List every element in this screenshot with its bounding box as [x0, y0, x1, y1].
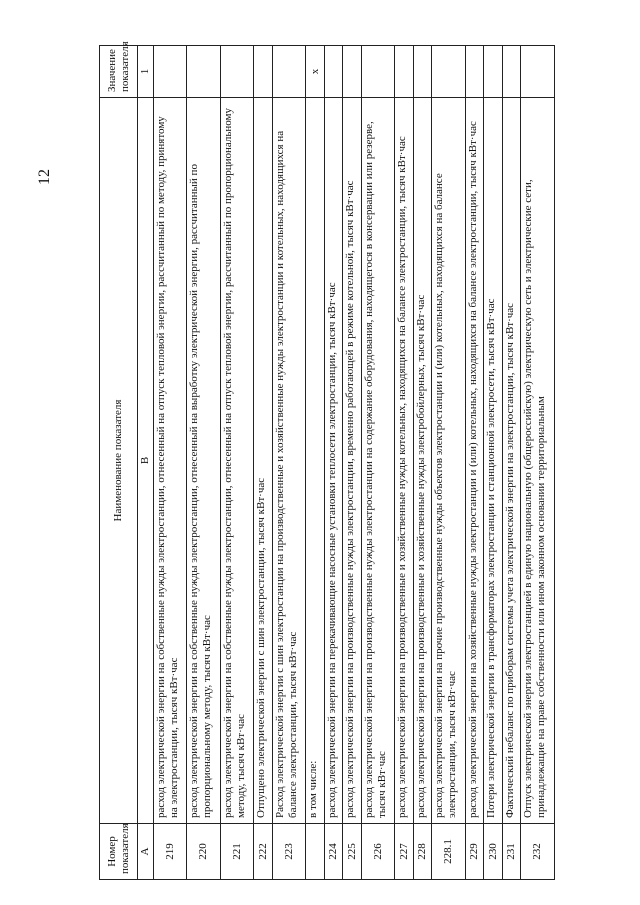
row-value-cell[interactable] — [484, 46, 503, 98]
row-number: 223 — [272, 824, 306, 880]
row-name: расход электрической энергии на собственные нужды электростанции, отнесенный на отпуск тепловой энергии, рассчитанный по пропорциональному методу, тысяч кВт·час — [220, 98, 254, 824]
row-number: 219 — [153, 824, 187, 880]
table-row — [465, 46, 484, 880]
row-value-cell[interactable] — [361, 46, 395, 98]
row-number: 232 — [521, 824, 555, 880]
row-value-cell[interactable] — [220, 46, 254, 98]
row-number: 220 — [187, 824, 221, 880]
row-number: 221 — [220, 824, 254, 880]
table-body — [153, 46, 554, 880]
header-value: Значение показателя — [100, 46, 138, 98]
row-value-cell[interactable] — [324, 46, 343, 98]
row-value-cell[interactable] — [432, 46, 466, 98]
row-name: расход электрической энергии на производственные и хозяйственные нужды электробойлерных, тысяч кВт·час — [413, 98, 432, 824]
rotated-page-content — [99, 41, 555, 880]
row-name: Отпущено электрической энергии с шин электростанции, тысяч кВт·час — [254, 98, 273, 824]
row-name: расход электрической энергии на производственные нужды электростанции, временно работающей в режиме котельной, тысяч кВт·час — [343, 98, 362, 824]
table-row — [413, 46, 432, 880]
row-value-cell[interactable] — [343, 46, 362, 98]
table-row — [306, 46, 325, 880]
row-value-cell[interactable] — [187, 46, 221, 98]
row-name: расход электрической энергии на прочие производственные нужды объектов электростанции и (или) котельных, находящихся на балансе электростанции, тысяч кВт·час — [432, 98, 466, 824]
table-row — [484, 46, 503, 880]
row-value-cell[interactable] — [272, 46, 306, 98]
row-name: Отпуск электрической энергии электростанцией в единую национальную (общероссийскую) электрическую сеть и электрические сети, принадлежащие на праве собственности или ином законном основании территориальным — [521, 98, 555, 824]
row-value-cell[interactable] — [254, 46, 273, 98]
row-value-cell[interactable] — [153, 46, 187, 98]
row-name: Фактический небаланс по приборам системы учета электрической энергии на электростанции, тысяч кВт·час — [502, 98, 521, 824]
row-name: расход электрической энергии на производственные и хозяйственные нужды котельных, находящихся на балансе электростанции, тысяч кВт·час — [395, 98, 414, 824]
row-name: расход электрической энергии на хозяйственные нужды электростанции и (или) котельных, находящихся на балансе электростанции, тысяч кВт·час — [465, 98, 484, 824]
table-row — [521, 46, 555, 880]
row-number: 228 — [413, 824, 432, 880]
table-row — [187, 46, 221, 880]
row-value-cell[interactable] — [413, 46, 432, 98]
column-letter-row — [138, 46, 154, 880]
row-name: расход электрической энергии на собственные нужды электростанции, отнесенный на отпуск тепловой энергии, рассчитанный по методу, принятому на электростанции, тысяч кВт·час — [153, 98, 187, 824]
table-row — [324, 46, 343, 880]
letter-number: А — [138, 824, 154, 880]
letter-value: 1 — [138, 46, 154, 98]
row-number: 228.1 — [432, 824, 466, 880]
table-header-row — [100, 46, 138, 880]
row-value-cell[interactable] — [395, 46, 414, 98]
row-name: в том числе: — [306, 98, 325, 824]
row-name: расход электрической энергии на перекачивающие насосные установки теплосети электростанции, тысяч кВт·час — [324, 98, 343, 824]
table-row — [153, 46, 187, 880]
row-name: расход электрической энергии на производственные нужды электростанции на содержание оборудования, находящегося в консервации или резерве, тысяч кВт·час — [361, 98, 395, 824]
table-row — [361, 46, 395, 880]
table-row — [432, 46, 466, 880]
row-name: Потери электрической энергии в трансформаторах электростанции и станционной электросети, тысяч кВт·час — [484, 98, 503, 824]
table-row — [254, 46, 273, 880]
row-value-cell[interactable] — [502, 46, 521, 98]
table-row — [220, 46, 254, 880]
page-number: 12 — [36, 169, 53, 185]
row-number: 231 — [502, 824, 521, 880]
row-number: 229 — [465, 824, 484, 880]
row-value-cell: х — [306, 46, 325, 98]
header-number: Номер показателя — [100, 824, 138, 880]
row-number: 227 — [395, 824, 414, 880]
row-name: Расход электрической энергии с шин электростанции на производственные и хозяйственные нужды электростанции и котельных, находящихся на балансе электростанции, тысяч кВт·час — [272, 98, 306, 824]
header-name: Наименование показателя — [100, 98, 138, 824]
table-row — [343, 46, 362, 880]
row-number: 224 — [324, 824, 343, 880]
row-number: 222 — [254, 824, 273, 880]
indicators-table — [99, 41, 555, 880]
letter-name: В — [138, 98, 154, 824]
table-row — [272, 46, 306, 880]
table-row — [502, 46, 521, 880]
row-value-cell[interactable] — [521, 46, 555, 98]
row-value-cell[interactable] — [465, 46, 484, 98]
row-number: 225 — [343, 824, 362, 880]
table-row — [395, 46, 414, 880]
row-name: расход электрической энергии на собственные нужды электростанции, отнесенный на выработку электрической энергии, рассчитанный по пропорциональному методу, тысяч кВт·час — [187, 98, 221, 824]
row-number: 226 — [361, 824, 395, 880]
row-number — [306, 824, 325, 880]
row-number: 230 — [484, 824, 503, 880]
